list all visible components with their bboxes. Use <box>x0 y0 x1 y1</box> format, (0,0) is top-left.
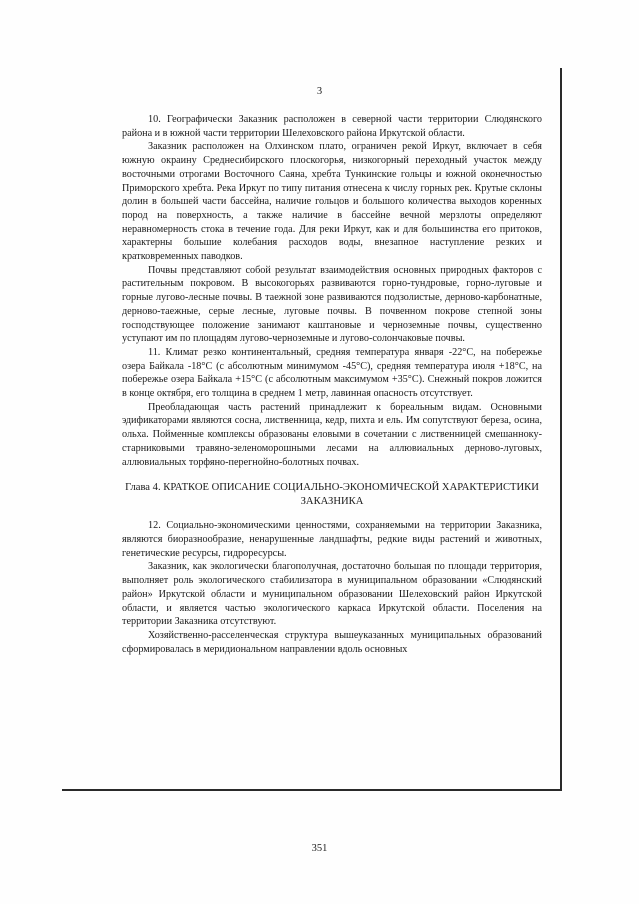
paragraph-11-climate: 11. Климат резко континентальный, средняя температура января -22°С, на побережье озера Байкала -18°С (с абсолютным минимумом -45°С), средняя температура июля +18°С, на побережье озера Байкала +15°С (с абсолютным максимумом +35°С). Снежный покров ложится в конце октября, его толщина в среднем 1 метр, лавинная опасность отсутствует. <box>122 346 542 400</box>
paragraph-12-socioeconomic: 12. Социально-экономическими ценностями, сохраняемыми на территории Заказника, являются биоразнообразие, ненарушенные ландшафты, редкие виды растений и животных, генетические ресурсы, гидроресурсы. <box>122 520 542 559</box>
paragraph-10-geography: 10. Географически Заказник расположен в северной части территории Слюдянского района и в южной части территории Шелеховского района Иркутской области. <box>122 114 542 139</box>
bottom-page-edge-line <box>62 789 562 791</box>
paragraph-olkhinsky-plateau: Заказник расположен на Олхинском плато, ограничен рекой Иркут, включает в себя южную окраину Среднесибирского плоскогорья, низкогорный переходный участок между восточными отрогами Восточного Саяна, хребта Тункинские гольцы и южной оконечностью Приморского хребта. Река Иркут по типу питания отнесена к числу горных рек. Крутые склоны долин в большей части бассейна, наличие гольцов и большого количества выходов коренных пород на поверхность, а также наличие в бассейне вечной мерзлоты определяют неравномерность стока в течение года. Для реки Иркут, как и для большинства его притоков, характерны большие колебания расходов воды, внезапное наступление резких и кратковременных паводков. <box>122 141 542 263</box>
paragraph-vegetation: Преобладающая часть растений принадлежит к бореальным видам. Основными эдификаторами являются сосна, лиственница, кедр, пихта и ель. Им сопутствуют береза, осина, ольха. Пойменные комплексы образованы еловыми в сочетании с лиственницей смешаннокустарниковыми травяно-зеленоморошными лесами на аллювиальных дерново-луговых, аллювиальных торфяно-перегнойно-болотных почвах. <box>122 401 542 468</box>
paragraph-ecological-stabilizer: Заказник, как экологически благополучная, достаточно большая по площади территория, выполняет роль экологического стабилизатора в муниципальном образовании «Слюдянский район» Иркутской области и муниципальном образовании Шелеховский район Иркутской области, и является частью экологического каркаса Иркутской области. Поселения на территории Заказника отсутствуют. <box>122 561 542 628</box>
chapter-4-heading: Глава 4. КРАТКОЕ ОПИСАНИЕ СОЦИАЛЬНО-ЭКОНОМИЧЕСКОЙ ХАРАКТЕРИСТИКИ ЗАКАЗНИКА <box>125 482 539 507</box>
inner-page-number: 3 <box>316 86 323 97</box>
document-body <box>122 113 542 656</box>
outer-page-number: 351 <box>311 843 328 854</box>
paragraph-soils: Почвы представляют собой результат взаимодействия основных природных факторов с растительным покровом. В высокогорьях развиваются горно-тундровые, горно-луговые и горные лугово-лесные почвы. В таежной зоне развиваются подзолистые, дерново-карбонатные, дерново-таежные, серые лесные, луговые почвы. В почвенном покрове степной зоны господствующее положение занимают каштановые и черноземные почвы, существенно уступают им по площадям лугово-черноземные и лугово-солончаковые почвы. <box>122 264 542 345</box>
paragraph-settlement-structure: Хозяйственно-расселенческая структура вышеуказанных муниципальных образований сформировалась в меридиональном направлении вдоль основных <box>122 629 542 655</box>
right-page-edge-line <box>560 68 562 790</box>
